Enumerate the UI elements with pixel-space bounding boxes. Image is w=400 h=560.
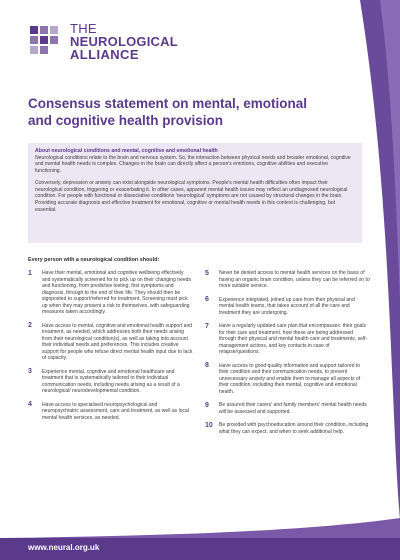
item-number: 3 [28,368,32,375]
item-text: Never be denied access to mental health services on the basis of having an organic brain condition, unless they can be referred on to more suitable service. [219,270,370,289]
statement-list-right [205,270,370,442]
item-number: 1 [28,269,32,277]
item-text: Have their mental, emotional and cognitive wellbeing effectively and systematically screened for to pick up on their changing needs and functioning, from predictive testing, first symptoms and diagnosis, through to the end of their life. They should then be signposted to support/referred for treatment. Screening must pick up when they may present a risk to themselves, with safeguarding measures taken accordingly. [42,270,191,315]
logo-line-the: THE [70,21,97,36]
item-number: 7 [205,322,209,330]
item-text: Be provided with psychoeducation around their condition, including what they can expect, and when to seek additional help. [219,422,369,435]
list-item [205,363,370,396]
footer-bar [0,538,400,560]
item-number: 6 [205,296,209,303]
item-text: Be assured their carers' and family members' mental health needs will be assessed and supported. [219,402,367,415]
item-text: Have access to good quality information and support tailored to their condition and their communication needs, to prevent unnecessary anxiety and enable them to manage all aspects of their condition, including their mental, cognitive and emotional health. [219,362,361,395]
info-paragraph-2: Conversely, depression or anxiety can exist alongside neurological symptoms. People's mental health difficulties often impact their neurological condition, triggering or exacerbating it. In other cases, apparent mental health issues may reflect an undiagnosed neurological condition. For people with functional or dissociative conditions 'neurological' symptoms are not caused by structural changes in the brain. Providing accurate diagnosis and effective treatment for emotional, cognitive or mental health needs in this context is challenging, but essential. [35,180,348,213]
item-number: 8 [205,362,209,369]
logo-line-alliance: ALLIANCE [70,47,139,62]
title-line-1: Consensus statement on mental, emotional [28,96,308,111]
title-line-2: and cognitive health provision [28,113,224,128]
item-number: 10 [205,421,213,429]
list-heading: Every person with a neurological condition should: [28,257,160,263]
list-item [205,270,370,290]
neurological-alliance-logo [28,22,208,72]
item-text: Have a regularly updated care plan that encompasses: their goals for their care and treatment, how these are being addressed through their physical and mental health care and treatments, self-management actions, and key contacts in case of relapse/questions. [219,323,368,355]
item-number: 4 [28,401,32,408]
website-link[interactable]: www.neural.org.uk [28,543,100,552]
item-text: Have access to mental, cognitive and emotional health support and treatment, as needed, which addresses both their needs arising from their neurological condition(s), as well as taking into account their individual needs and preferences. This includes creative support for people who refuse direct mental health input due to lack of capacity. [42,322,193,361]
about-info-box [28,143,362,243]
item-number: 2 [28,322,32,329]
item-number: 9 [205,401,209,409]
info-paragraph-1: Neurological conditions relate to the brain and nervous system. So, the interaction between physical needs and broader emotional, cognitive and mental health needs is complex. Changes in the brain can directly affect a person's emotions, cognitive abilities and executive functioning. [35,154,351,174]
list-item [28,402,193,422]
footer-decorative-curve [0,518,400,538]
list-item [205,422,370,435]
list-item [28,369,193,395]
list-item [28,270,193,316]
brain-logo-icon [28,24,64,60]
item-text: Have access to specialised neuropsychological and neuropsychiatric assessment, care and treatment, as well as local mental health services, as needed. [42,401,189,421]
list-item [205,297,370,317]
list-item [205,323,370,356]
logo-wordmark [70,22,178,61]
statement-list-left [28,270,193,428]
item-text: Experience integrated, joined up care from their physical and mental health teams, that takes account of all the care and treatment they are undergoing. [219,296,355,316]
item-text: Experience mental, cognitive and emotional healthcare and treatment that is systematically tailored to their individual communication needs, including needs arising as a result of a neurological/ neurodevelopmental condition. [42,368,180,394]
page-title [28,95,328,129]
logo-line-neurological: NEUROLOGICAL [70,34,178,49]
item-number: 5 [205,269,209,277]
info-heading: About neurological conditions and mental, cognitive and emotional health [35,148,218,154]
list-item [28,323,193,362]
list-item [205,402,370,415]
